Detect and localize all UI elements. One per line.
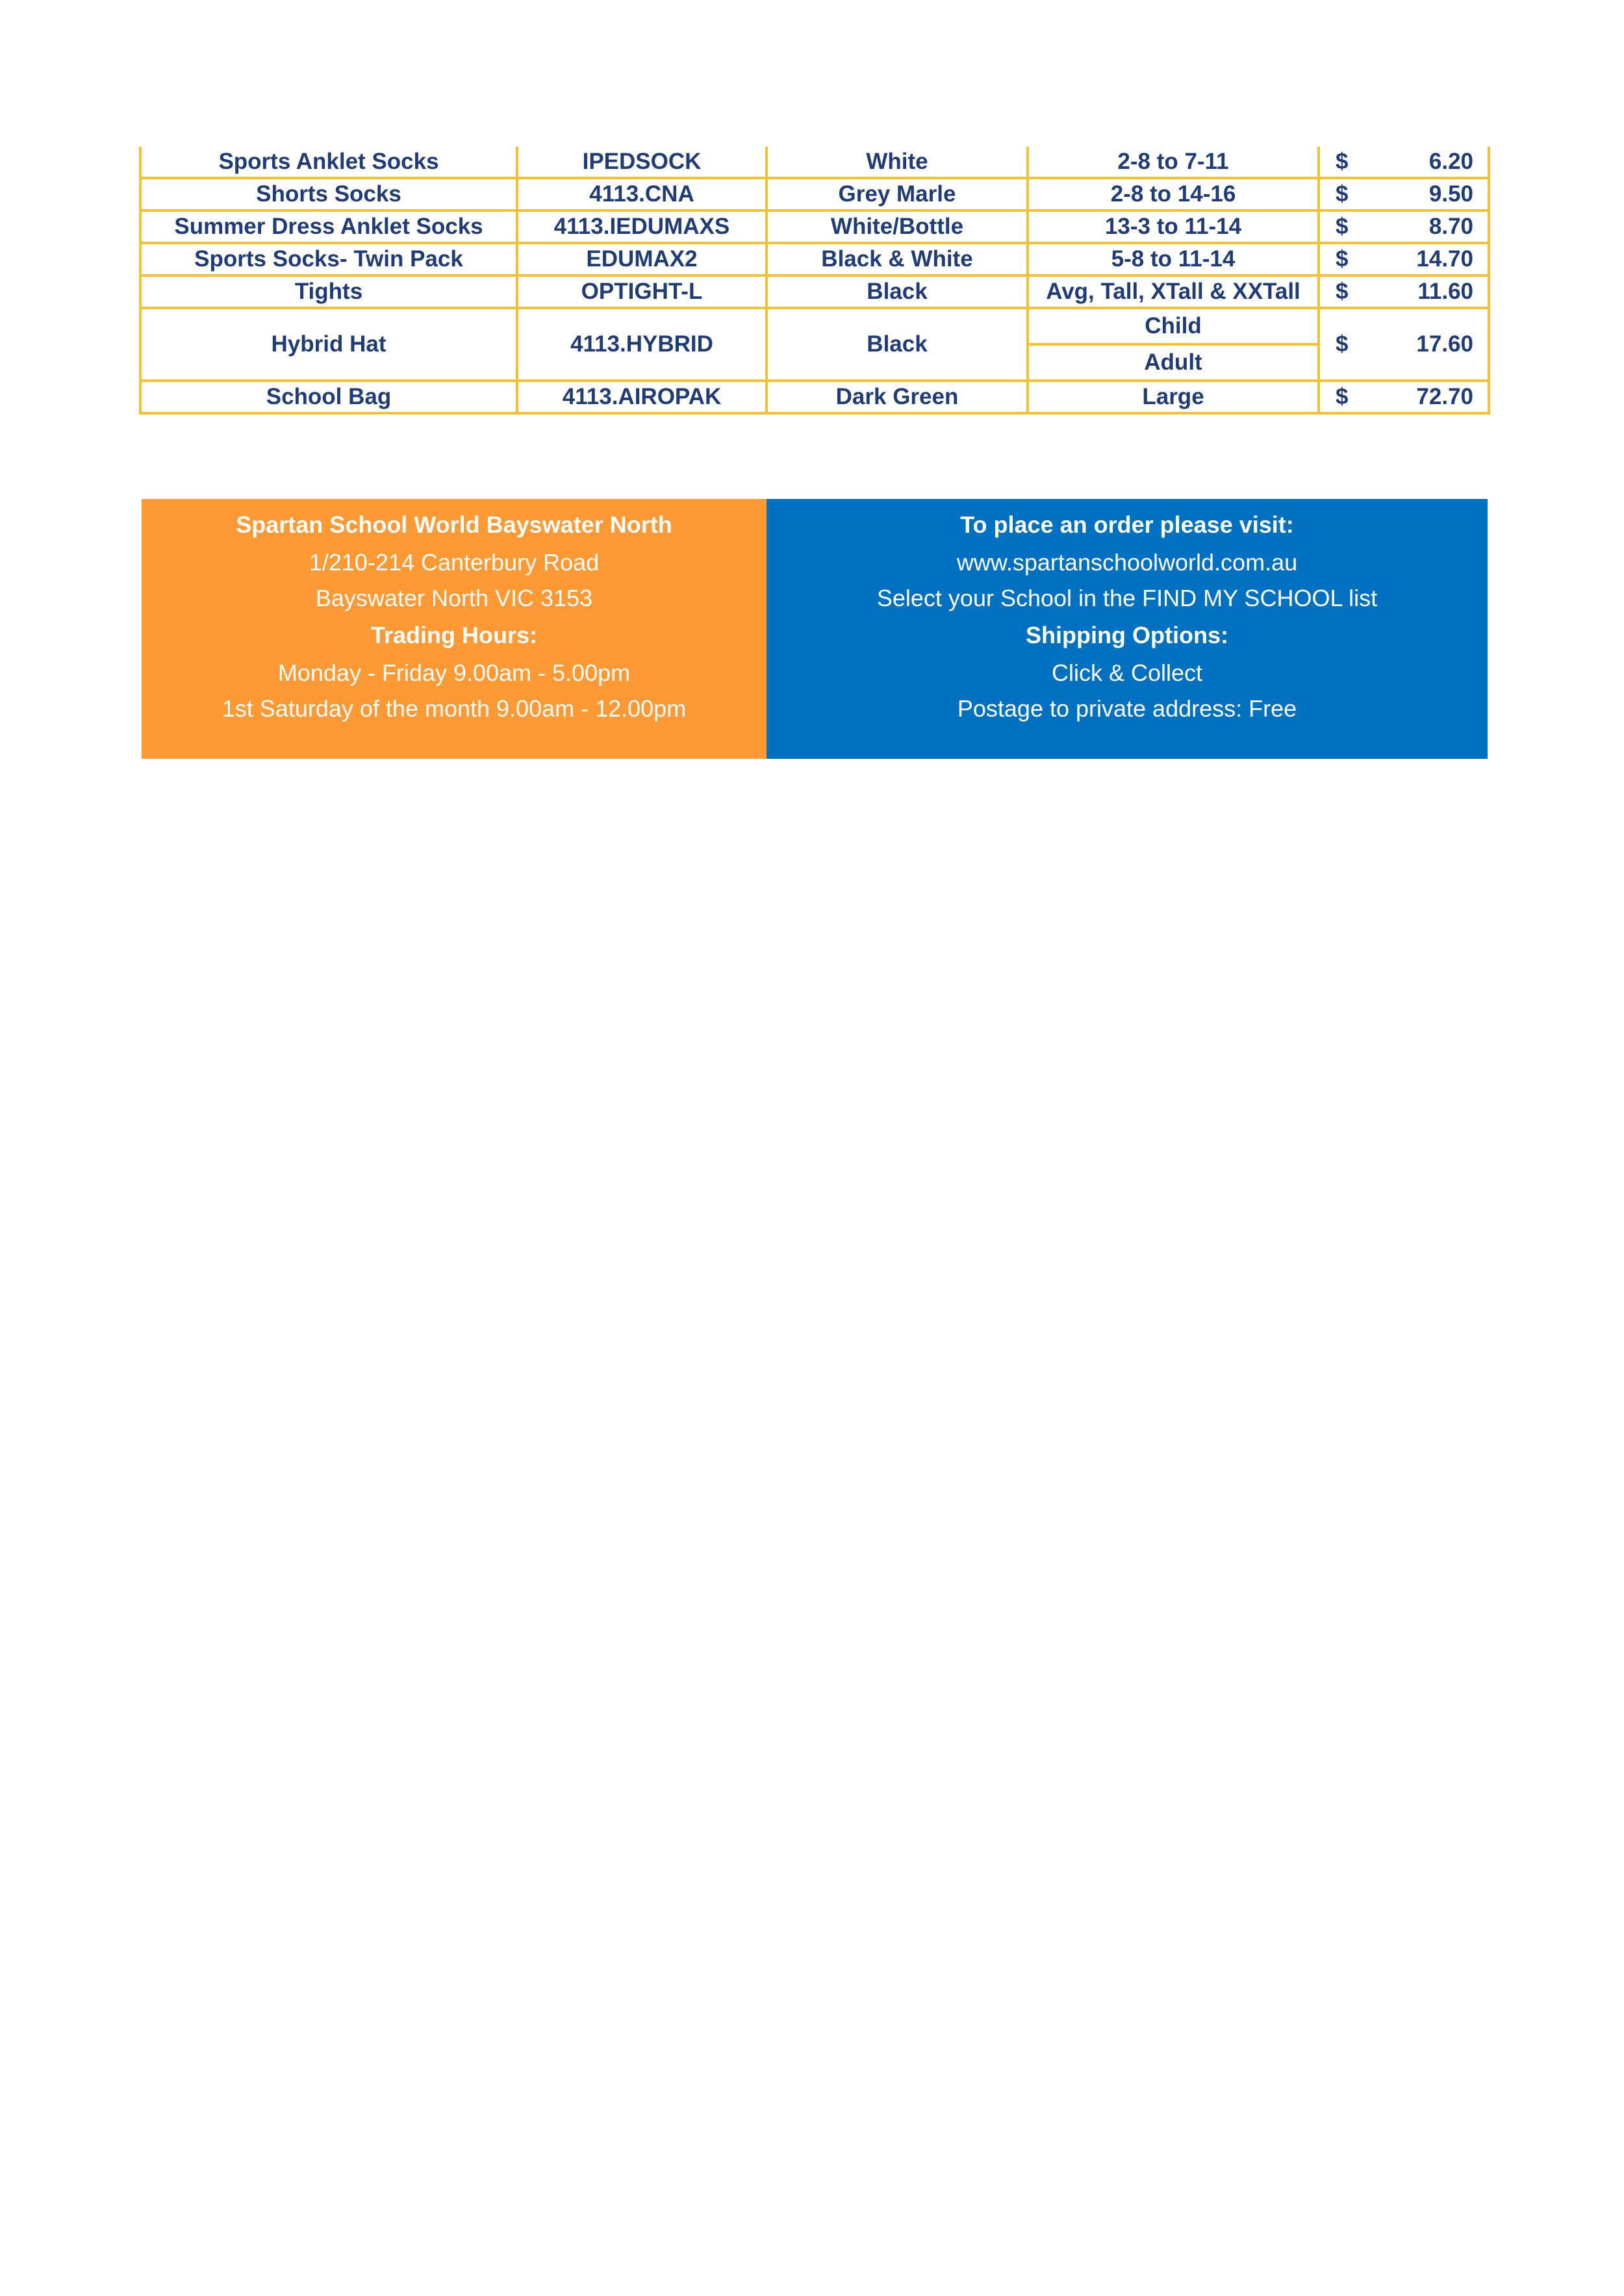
currency-symbol: $ xyxy=(1336,279,1349,304)
price-cell xyxy=(1319,308,1489,381)
table-row xyxy=(140,381,1489,413)
size-option-child: Child xyxy=(1145,313,1202,338)
product-code: 4113.AIROPAK xyxy=(517,381,767,413)
currency-symbol: $ xyxy=(1336,331,1349,357)
item-colour: Black xyxy=(767,308,1028,381)
item-colour: White xyxy=(767,147,1028,178)
size-range: 2-8 to 14-16 xyxy=(1028,178,1319,210)
price-cell xyxy=(1319,243,1489,275)
item-colour: Grey Marle xyxy=(767,178,1028,210)
order-instruction: Select your School in the FIND MY SCHOOL list xyxy=(876,585,1378,611)
store-info-panel xyxy=(142,499,767,759)
price-cell xyxy=(1319,147,1489,178)
product-code: 4113.CNA xyxy=(517,178,767,210)
shipping-option-click-collect: Click & Collect xyxy=(1051,659,1203,686)
price-cell xyxy=(1319,178,1489,210)
size-range: 13-3 to 11-14 xyxy=(1028,210,1319,243)
price-table-body xyxy=(140,147,1489,413)
store-address-line2: Bayswater North VIC 3153 xyxy=(315,585,593,611)
order-info-panel xyxy=(767,499,1488,759)
item-colour: Black & White xyxy=(767,243,1028,275)
size-range: 5-8 to 11-14 xyxy=(1028,243,1319,275)
currency-symbol: $ xyxy=(1336,246,1349,272)
product-code: EDUMAX2 xyxy=(517,243,767,275)
size-option-adult: Adult xyxy=(1029,343,1317,379)
price-value: 6.20 xyxy=(1428,149,1473,174)
trading-hours-weekday: Monday - Friday 9.00am - 5.00pm xyxy=(277,659,631,686)
item-name: Shorts Socks xyxy=(140,178,517,210)
info-panels xyxy=(142,499,1488,759)
item-colour: Black xyxy=(767,275,1028,308)
item-name: Sports Anklet Socks xyxy=(140,147,517,178)
item-colour: Dark Green xyxy=(767,381,1028,413)
currency-symbol: $ xyxy=(1336,181,1349,207)
trading-hours-heading: Trading Hours: xyxy=(370,622,537,648)
price-cell xyxy=(1319,381,1489,413)
store-address-line1: 1/210-214 Canterbury Road xyxy=(309,549,600,576)
currency-symbol: $ xyxy=(1336,149,1349,174)
store-name: Spartan School World Bayswater North xyxy=(236,511,672,538)
trading-hours-saturday: 1st Saturday of the month 9.00am - 12.00pm xyxy=(222,695,687,722)
size-range: Large xyxy=(1028,381,1319,413)
price-value: 17.60 xyxy=(1416,331,1473,357)
price-value: 72.70 xyxy=(1416,384,1473,409)
product-code: IPEDSOCK xyxy=(517,147,767,178)
table-row xyxy=(140,243,1489,275)
table-row xyxy=(140,275,1489,308)
size-range: 2-8 to 7-11 xyxy=(1028,147,1319,178)
item-name: School Bag xyxy=(140,381,517,413)
shipping-options-heading: Shipping Options: xyxy=(1026,622,1228,648)
size-range: Avg, Tall, XTall & XXTall xyxy=(1028,275,1319,308)
price-cell xyxy=(1319,275,1489,308)
currency-symbol: $ xyxy=(1336,214,1349,239)
item-name: Tights xyxy=(140,275,517,308)
price-table xyxy=(139,147,1490,415)
order-heading: To place an order please visit: xyxy=(960,511,1294,538)
item-name: Summer Dress Anklet Socks xyxy=(140,210,517,243)
shipping-option-postage: Postage to private address: Free xyxy=(957,695,1297,722)
size-options xyxy=(1028,308,1319,381)
product-code: OPTIGHT-L xyxy=(517,275,767,308)
item-name: Sports Socks- Twin Pack xyxy=(140,243,517,275)
table-row xyxy=(140,210,1489,243)
table-row xyxy=(140,178,1489,210)
website-link[interactable]: www.spartanschoolworld.com.au xyxy=(956,549,1298,576)
table-row xyxy=(140,147,1489,178)
currency-symbol: $ xyxy=(1336,384,1349,409)
price-value: 8.70 xyxy=(1428,214,1473,239)
price-value: 14.70 xyxy=(1416,246,1473,272)
price-value: 11.60 xyxy=(1417,279,1473,304)
price-cell xyxy=(1319,210,1489,243)
product-code: 4113.HYBRID xyxy=(517,308,767,381)
table-row xyxy=(140,308,1489,381)
item-name: Hybrid Hat xyxy=(140,308,517,381)
item-colour: White/Bottle xyxy=(767,210,1028,243)
price-value: 9.50 xyxy=(1428,181,1473,207)
product-code: 4113.IEDUMAXS xyxy=(517,210,767,243)
